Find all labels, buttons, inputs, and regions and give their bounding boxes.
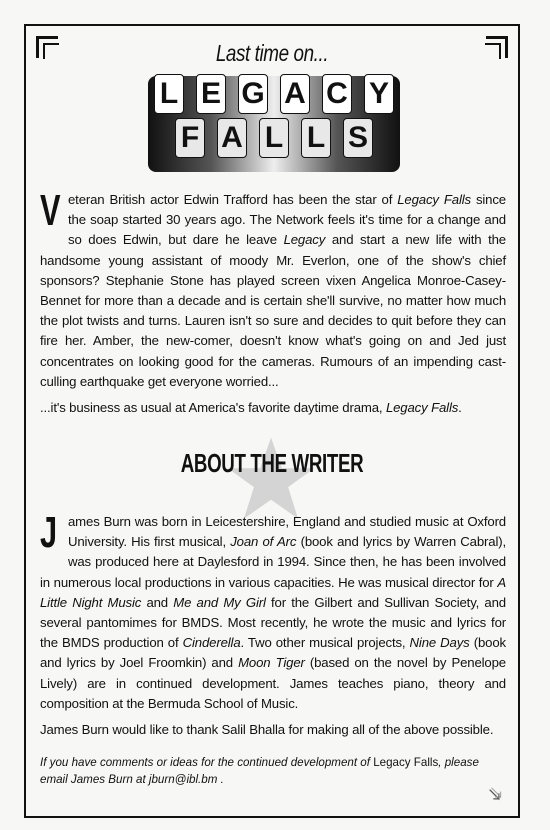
show-title: Legacy Falls	[373, 756, 439, 769]
bio-text: for the Gilbert and Sullivan Society, and several pantomimes for BMDS. Most recently, he wrote the music and lyrics for the BMDS production of	[40, 594, 506, 651]
bio-text: (book and lyrics by Joel Froomkin) and	[40, 635, 506, 671]
last-time-heading: Last time on...	[215, 40, 329, 66]
logo-letter: F	[175, 118, 205, 158]
logo-letter: A	[217, 118, 247, 158]
bio-text: (book and lyrics by Warren Cabral), was produced here at Daylesford in 1994. Since then, he has been involved in numerous local productions in various capacities. He was musical director for	[40, 534, 506, 590]
logo-letter: S	[343, 118, 373, 158]
arrow-down-right-icon	[486, 786, 508, 808]
bio-text: (based on the novel by Penelope Lively) are in continued development. James teaches piano, theory and composition at the Bermuda School of Music.	[40, 655, 506, 711]
corner-bracket-icon	[486, 36, 508, 58]
logo-letter: L	[301, 118, 331, 158]
logo-letter: L	[259, 118, 289, 158]
logo-letter: L	[154, 74, 184, 114]
show-title-short: Legacy	[283, 232, 326, 248]
synopsis-text: and start a new life with the handsome young assistant of moody Mr. Everlon, one of the show's chief sponsors? Stephanie Stone has played screen vixen Angelica Monroe-Casey-Bennet for more than a decade and is certain she'll survive, no matter how much the plot twists and turns. Lauren isn't so sure and decides to quit before they can fire her. Amber, the new-comer, doesn't know what's going on and Jed just concentrates on looking good for the cameras. Rumours of an impending cast-culling earthquake get everyone worried...	[40, 232, 506, 389]
work-title: Nine Days	[409, 635, 470, 651]
about-writer-heading: ABOUT THE WRITER	[180, 448, 364, 478]
acknowledgement: James Burn would like to thank Salil Bhalla for making all of the above possible.	[40, 722, 494, 737]
bio-text: ames Burn was born in Leicestershire, England and studied music at Oxford University. His first musical,	[68, 514, 506, 550]
work-title: Joan of Arc	[230, 534, 297, 550]
work-title: Moon Tiger	[238, 655, 305, 671]
bio-text: and	[141, 594, 174, 610]
synopsis-text: eteran British actor Edwin Trafford has been the star of	[68, 192, 398, 207]
bio-text: . Two other musical projects,	[240, 635, 410, 651]
drop-cap: V	[40, 186, 61, 235]
writer-bio-paragraph	[40, 508, 506, 714]
footnote-text: , please email James Burn at	[40, 756, 479, 786]
drop-cap: J	[40, 508, 58, 557]
work-title: Cinderella	[182, 635, 241, 651]
logo-letter: A	[280, 74, 310, 114]
logo-letter: Y	[364, 74, 394, 114]
tagline-end: .	[458, 400, 462, 415]
show-title: Legacy Falls	[385, 400, 459, 415]
corner-bracket-icon	[36, 36, 58, 58]
contact-footnote	[40, 754, 506, 788]
email-link[interactable]: jburn@ibl.bm	[148, 773, 218, 786]
logo-letter: E	[196, 74, 226, 114]
synopsis-text: since the soap started 30 years ago. The Network feels it's time for a change and so does Edwin, but dare he leave	[68, 192, 506, 248]
footnote-end: .	[217, 773, 224, 786]
show-title: Legacy Falls	[397, 192, 471, 207]
logo-letter: G	[238, 74, 268, 114]
synopsis-paragraph	[40, 186, 506, 392]
page-frame	[24, 24, 520, 818]
legacy-falls-logo	[144, 74, 404, 174]
footnote-text: If you have comments or ideas for the continued development of	[40, 756, 374, 769]
work-title: Me and My Girl	[173, 594, 266, 610]
work-title: A Little Night Music	[40, 574, 506, 610]
tagline-text: ...it's business as usual at America's favorite daytime drama,	[40, 400, 386, 415]
tagline	[40, 398, 506, 418]
logo-letter: C	[322, 74, 352, 114]
